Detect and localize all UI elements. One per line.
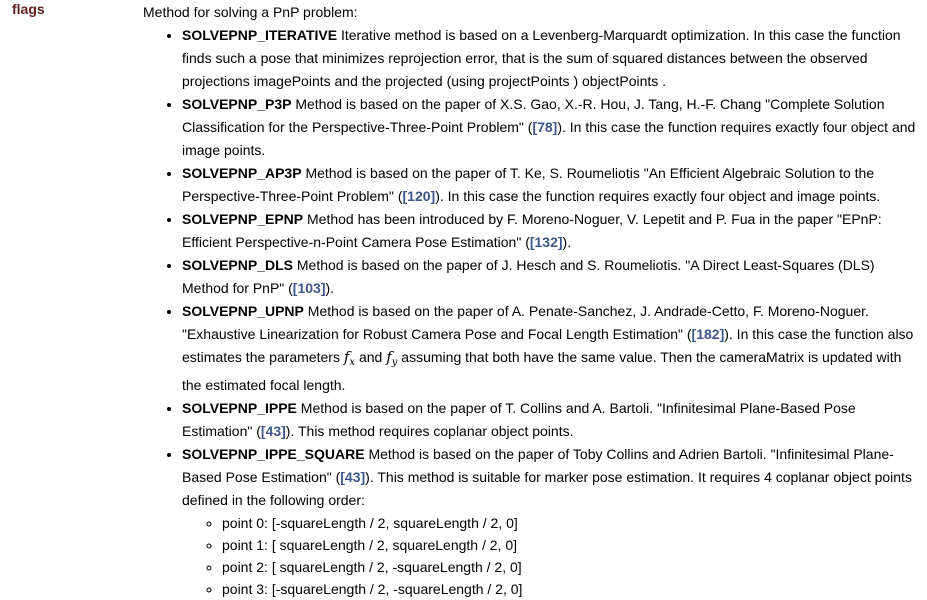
method-name-p3p: SOLVEPNP_P3P bbox=[182, 96, 292, 112]
point-item: ◦ point 2: [ squareLength / 2, -squareLength / 2, 0] bbox=[222, 556, 919, 578]
math-fx bbox=[344, 348, 355, 366]
method-text: Method is based on the paper of A. Penate-Sanchez, J. Andrade-Cetto, F. Moreno-Noguer. "Exhaustive Linearization for Robust Camera Pose and Focal Length Estimation" ( bbox=[182, 303, 869, 342]
math-f: f bbox=[343, 348, 350, 366]
method-name-upnp: SOLVEPNP_UPNP bbox=[182, 303, 304, 319]
citation-link[interactable]: [103] bbox=[292, 280, 326, 296]
method-name-ap3p: SOLVEPNP_AP3P bbox=[182, 165, 302, 181]
method-text: Method is based on the paper of X.S. Gao, X.-R. Hou, J. Tang, H.-F. Chang "Complete Solution Classification for the Perspective-Three-Point Problem" ( bbox=[182, 96, 885, 135]
method-text: ). bbox=[325, 280, 335, 296]
param-description bbox=[143, 1, 919, 600]
math-f: f bbox=[386, 348, 392, 366]
method-text: and bbox=[355, 349, 387, 365]
method-name-iterative: SOLVEPNP_ITERATIVE bbox=[182, 27, 338, 43]
citation-link[interactable]: [78] bbox=[532, 119, 558, 135]
list-item-iterative bbox=[182, 24, 919, 93]
point-item: ◦ point 0: [-squareLength / 2, squareLength / 2, 0] bbox=[222, 512, 919, 534]
list-item-p3p bbox=[182, 93, 919, 162]
intro-text: Method for solving a PnP problem: bbox=[143, 4, 358, 20]
method-text: ). In this case the function also estimates the parameters bbox=[182, 326, 914, 365]
list-item-ippe bbox=[182, 397, 919, 443]
method-text: Iterative method is based on a Levenberg-Marquardt optimization. In this case the function finds such a pose that minimizes reprojection error, that is the sum of squared distances between the observed projections imagePoints and the projected (using projectPoints ) objectPoints . bbox=[182, 27, 901, 89]
method-text: Method has been introduced by F. Moreno-Noguer, V. Lepetit and P. Fua in the paper "EPnP: Efficient Perspective-n-Point Camera Pose Estimation" ( bbox=[182, 211, 882, 250]
method-text: Method is based on the paper of T. Collins and A. Bartoli. "Infinitesimal Plane-Based Pose Estimation" ( bbox=[182, 400, 856, 439]
list-item-epnp bbox=[182, 208, 919, 254]
method-text: Method is based on the paper of T. Ke, S. Roumeliotis "An Efficient Algebraic Solution to the Perspective-Three-Point Problem" ( bbox=[182, 165, 875, 204]
method-text: ). In this case the function requires exactly four object and image points. bbox=[435, 188, 881, 204]
method-text: assuming that both have the same value. Then the cameraMatrix is updated with the estimated focal length. bbox=[182, 349, 902, 393]
point-item: ◦ point 3: [-squareLength / 2, -squareLength / 2, 0] bbox=[222, 578, 919, 600]
citation-link[interactable]: [43] bbox=[260, 423, 286, 439]
method-name-epnp: SOLVEPNP_EPNP bbox=[182, 211, 304, 227]
citation-link[interactable]: [182] bbox=[691, 326, 725, 342]
method-name-ippe: SOLVEPNP_IPPE bbox=[182, 400, 297, 416]
math-fy bbox=[386, 348, 397, 366]
list-item-ap3p bbox=[182, 162, 919, 208]
param-name: flags bbox=[12, 1, 45, 17]
list-item-dls bbox=[182, 254, 919, 300]
point-list bbox=[182, 512, 919, 600]
method-name-ippe-square: SOLVEPNP_IPPE_SQUARE bbox=[182, 446, 365, 462]
method-text: Method is based on the paper of J. Hesch and S. Roumeliotis. "A Direct Least-Squares (DLS) Method for PnP" ( bbox=[182, 257, 875, 296]
method-text: Method is based on the paper of Toby Collins and Adrien Bartoli. "Infinitesimal Plane-Based Pose Estimation" ( bbox=[182, 446, 894, 485]
method-list bbox=[143, 24, 919, 600]
method-text: ). bbox=[562, 234, 572, 250]
citation-link[interactable]: [43] bbox=[340, 469, 366, 485]
point-item: ◦ point 1: [ squareLength / 2, squareLength / 2, 0] bbox=[222, 534, 919, 556]
citation-link[interactable]: [120] bbox=[402, 188, 436, 204]
method-name-dls: SOLVEPNP_DLS bbox=[182, 257, 293, 273]
list-item-upnp bbox=[182, 300, 919, 397]
method-text: ). This method is suitable for marker pose estimation. It requires 4 coplanar object points defined in the following order: bbox=[182, 469, 912, 508]
citation-link[interactable]: [132] bbox=[529, 234, 563, 250]
method-text: ). In this case the function requires exactly four object and image points. bbox=[182, 119, 916, 158]
list-item-ippe-square bbox=[182, 443, 919, 600]
method-text: ). This method requires coplanar object points. bbox=[285, 423, 574, 439]
math-sub-y: y bbox=[391, 357, 398, 368]
math-sub-x: x bbox=[349, 357, 356, 368]
